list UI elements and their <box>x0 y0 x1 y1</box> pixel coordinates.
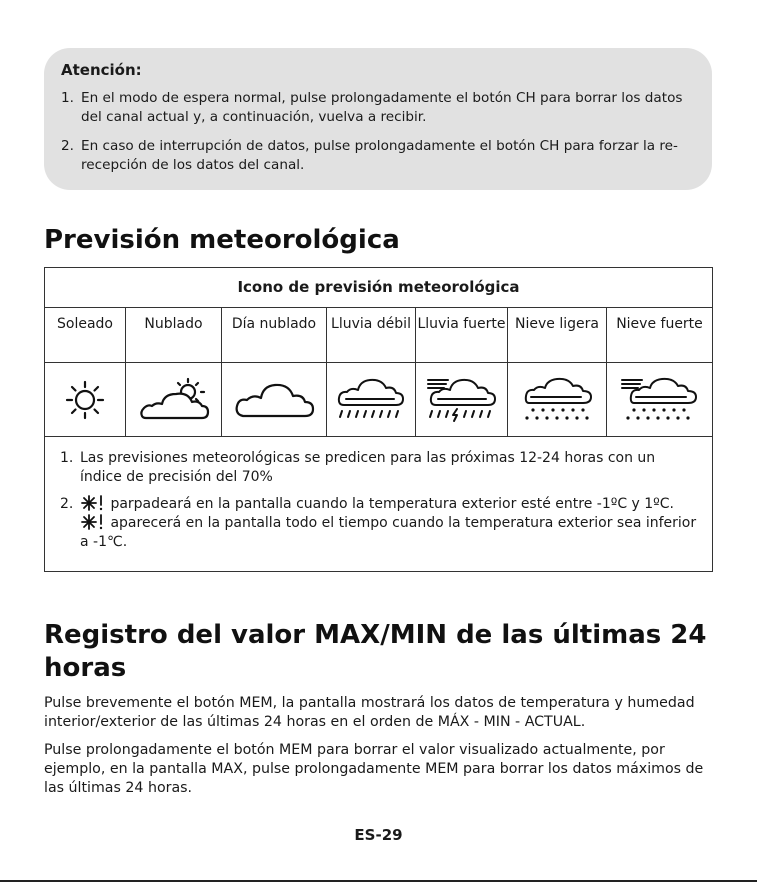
note-text-part1: parpadeará en la pantalla cuando la temperatura exterior esté entre -1ºC y 1ºC. <box>110 496 675 512</box>
light-rain-icon <box>336 377 406 423</box>
maxmin-paragraph-1: Pulse brevemente el botón MEM, la pantalla mostrará los datos de temperatura y humedad interior/exterior de las últimas 24 horas en el orden de MÁX - MIN - ACTUAL. <box>44 695 695 730</box>
label-heavy-rain: Lluvia fuerte <box>416 308 508 362</box>
list-item <box>60 449 698 487</box>
label-cloudy: Nublado <box>126 308 222 362</box>
list-item <box>61 137 694 175</box>
forecast-heading: Previsión meteorológica <box>44 225 400 255</box>
forecast-notes <box>45 437 712 552</box>
label-light-snow: Nieve ligera <box>508 308 607 362</box>
label-light-rain: Lluvia débil <box>327 308 416 362</box>
heavy-rain-icon <box>426 377 498 423</box>
attention-title: Atención: <box>61 61 142 79</box>
item-number: 2. <box>60 496 74 512</box>
item-text: En caso de interrupción de datos, pulse prolongadamente el botón CH para forzar la re-recepción de los datos del canal. <box>81 138 678 173</box>
table-title: Icono de previsión meteorológica <box>45 268 712 308</box>
note-text-part2: aparecerá en la pantalla todo el tiempo cuando la temperatura exterior sea inferior a -1℃. <box>80 515 697 550</box>
list-item <box>61 89 694 127</box>
sun-icon <box>63 378 107 422</box>
item-text: Las previsiones meteorológicas se predicen para las próximas 12-24 horas con un índice de precisión del 70% <box>80 450 656 485</box>
partly-cloudy-icon <box>136 378 212 422</box>
list-item <box>60 495 698 552</box>
maxmin-heading: Registro del valor MAX/MIN de las últimas 24 horas <box>44 620 707 683</box>
page-number: ES-29 <box>354 826 403 844</box>
forecast-table <box>44 267 713 572</box>
attention-list <box>61 89 694 175</box>
icon-row <box>45 363 712 437</box>
label-overcast: Día nublado <box>222 308 327 362</box>
snowflake-alert-icon <box>80 514 106 530</box>
attention-box <box>44 48 712 190</box>
maxmin-paragraph-2: Pulse prolongadamente el botón MEM para borrar el valor visualizado actualmente, por ejemplo, en la pantalla MAX, pulse prolongadamente MEM para borrar los datos máximos de las últimas 24 horas. <box>44 742 704 796</box>
bottom-divider <box>0 880 757 882</box>
cloud-icon <box>233 380 315 420</box>
label-sunny: Soleado <box>45 308 126 362</box>
label-heavy-snow: Nieve fuerte <box>616 316 703 332</box>
light-snow-icon <box>519 377 595 423</box>
heavy-snow-icon <box>620 377 700 423</box>
item-text <box>80 495 698 552</box>
item-number: 1. <box>60 450 74 466</box>
snowflake-alert-icon <box>80 495 106 511</box>
item-number: 2. <box>61 138 74 154</box>
label-row <box>45 308 712 363</box>
item-text: En el modo de espera normal, pulse prolongadamente el botón CH para borrar los datos del canal actual y, a continuación, vuelva a recibir. <box>81 90 683 125</box>
item-number: 1. <box>61 90 74 106</box>
